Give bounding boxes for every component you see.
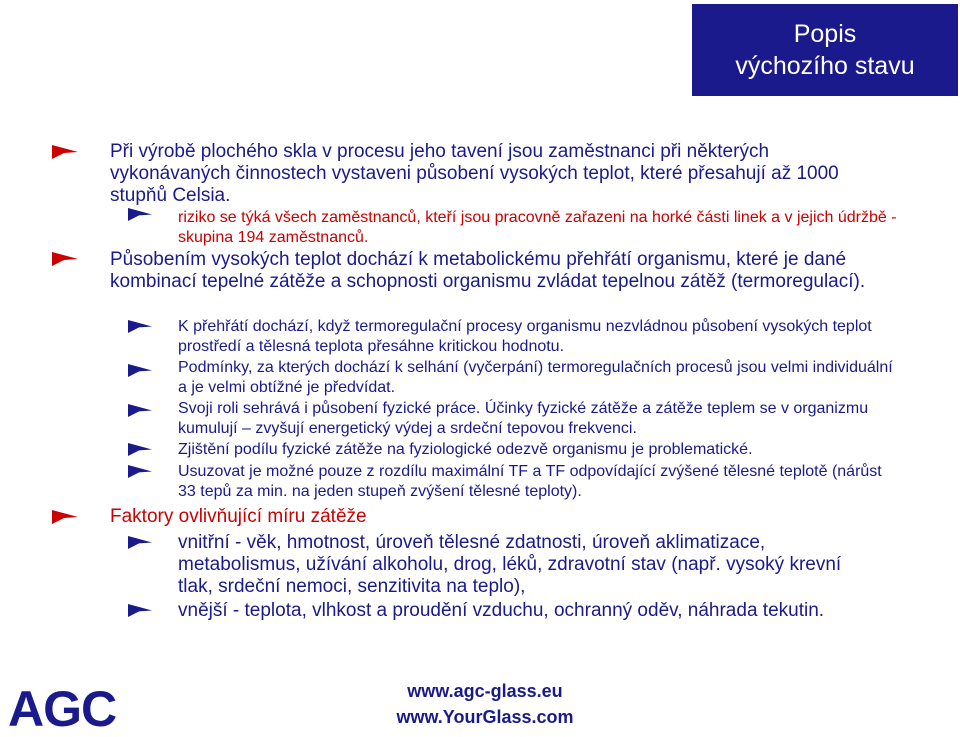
title-line-2: výchozího stavu <box>735 52 915 80</box>
bullet-arrow-icon <box>128 404 152 417</box>
bullet-arrow-icon <box>128 443 152 456</box>
footer-link-agc[interactable]: www.agc-glass.eu <box>407 681 563 701</box>
title-box <box>692 4 958 96</box>
title-line-1: Popis <box>793 20 857 48</box>
bullet-text: Působením vysokých teplot dochází k metabolickému přehřátí organismu, které je dané kombinací tepelné zátěže a schopnosti organismu zvládat tepelnou zátěž (termoregulací). <box>110 249 866 292</box>
bullet-text: Usuzovat je možné pouze z rozdílu maximální TF a TF odpovídající zvýšené tělesné teplotě (nárůst 33 tepů za min. na jeden stupeň zvýšení tělesné teploty). <box>178 463 882 500</box>
bullet-text: riziko se týká všech zaměstnanců, kteří jsou pracovně zařazeni na horké části linek a v jejich údržbě - skupina 194 zaměstnanců. <box>178 209 897 246</box>
bullet-text: K přehřátí dochází, když termoregulační procesy organismu nezvládnou působení vysokých teplot prostředí a tělesná teplota přesáhne kritickou hodnotu. <box>178 318 872 355</box>
bullet-arrow-icon <box>52 252 78 266</box>
agc-logo: AGC <box>8 681 117 737</box>
bullet-text: vnější - teplota, vlhkost a proudění vzduchu, ochranný oděv, náhrada tekutin. <box>178 600 825 621</box>
bullet-text: Při výrobě plochého skla v procesu jeho tavení jsou zaměstnanci při některých vykonávaných činnostech vystaveni působení vysokých teplot, které přesahují až 1000 stupňů Celsia. <box>110 141 839 206</box>
bullet-arrow-icon <box>128 364 152 377</box>
factors-heading: Faktory ovlivňující míru zátěže <box>110 506 367 527</box>
bullet-arrow-icon <box>128 320 152 333</box>
bullet-arrow-icon <box>128 208 152 221</box>
bullet-text: vnitřní - věk, hmotnost, úroveň tělesné zdatnosti, úroveň aklimatizace, metabolismus, užívání alkoholu, drog, léků, zdravotní stav (např. vysoký krevní tlak, srdeční nemoci, senzitivita na teplo), <box>178 532 842 597</box>
bullet-text: Svoji roli sehrává i působení fyzické práce. Účinky fyzické zátěže a zátěže teplem se v organizmu kumulují – zvyšují energetický výdej a srdeční tepovou frekvenci. <box>178 400 869 437</box>
bullet-arrow-icon <box>128 465 152 478</box>
bullet-arrow-icon <box>128 536 152 549</box>
bullet-text: Zjištění podílu fyzické zátěže na fyziologické odezvě organismu je problematické. <box>178 441 753 458</box>
bullet-arrow-icon <box>52 145 78 159</box>
bullet-arrow-icon <box>128 604 152 617</box>
footer-link-yourglass[interactable]: www.YourGlass.com <box>396 707 574 727</box>
bullet-arrow-icon <box>52 510 78 524</box>
bullet-text: Podmínky, za kterých dochází k selhání (vyčerpání) termoregulačních procesů jsou velmi individuální a je velmi obtížné je předvídat. <box>178 359 893 396</box>
